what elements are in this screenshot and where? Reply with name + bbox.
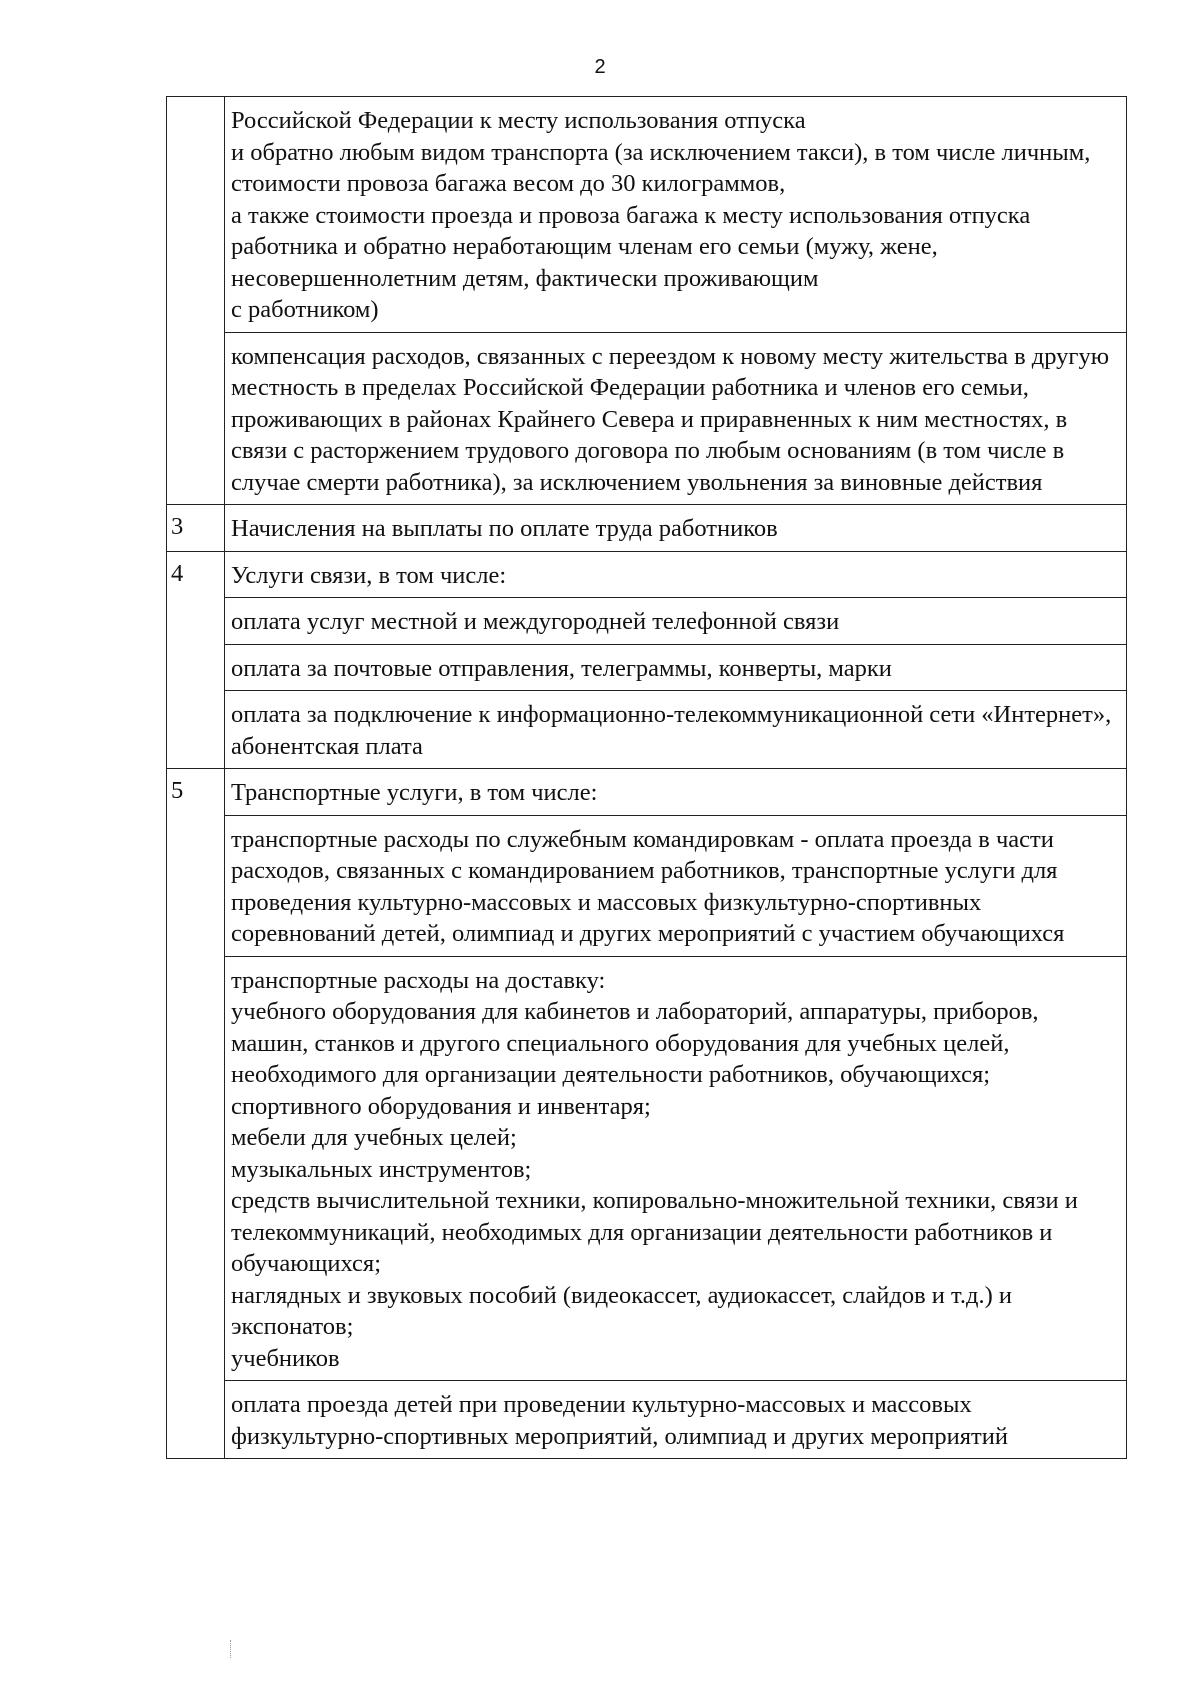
table-row <box>167 644 1127 691</box>
table-cell: оплата проезда детей при проведении культурно-массовых и массовых физкультурно-спортивных мероприятий, олимпиад и других мероприятий <box>225 1381 1127 1459</box>
table-cell: компенсация расходов, связанных с переездом к новому месту жительства в другую местность в пределах Российской Федерации работника и членов его семьи, проживающих в районах Крайнего Севера и приравненных к ним местностях, в связи с расторжением трудового договора по любым основаниям (в том числе в случае смерти работника), за исключением увольнения за виновные действия <box>225 332 1127 505</box>
row-number-cell: 4 <box>167 551 225 769</box>
table-row <box>167 815 1127 956</box>
table-row <box>167 332 1127 505</box>
table-row <box>167 598 1127 645</box>
scan-artifact-divider <box>230 1640 233 1658</box>
table-row <box>167 97 1127 333</box>
table-cell: оплата услуг местной и междугородней телефонной связи <box>225 598 1127 645</box>
table-row <box>167 1381 1127 1459</box>
row-number-cell <box>167 97 225 505</box>
page-number: 2 <box>594 56 606 78</box>
table-cell: Российской Федерации к месту использования отпуска и обратно любым видом транспорта (за исключением такси), в том числе личным, стоимости провоза багажа весом до 30 килограммов, а также стоимости проезда и провоза багажа к месту использования отпуска работника и обратно неработающим членам его семьи (мужу, жене, несовершеннолетним детям, фактически проживающим с работником) <box>225 97 1127 333</box>
table-row <box>167 551 1127 598</box>
table-cell: Начисления на выплаты по оплате труда работников <box>225 505 1127 552</box>
table-cell: оплата за почтовые отправления, телеграммы, конверты, марки <box>225 644 1127 691</box>
table-cell: Транспортные услуги, в том числе: <box>225 769 1127 816</box>
table-cell: Услуги связи, в том числе: <box>225 551 1127 598</box>
row-number-cell: 5 <box>167 769 225 1459</box>
row-number-cell: 3 <box>167 505 225 552</box>
expenses-table <box>166 96 1127 1459</box>
table-cell: транспортные расходы на доставку: учебного оборудования для кабинетов и лабораторий, аппаратуры, приборов, машин, станков и другого специального оборудования для учебных целей, необходимого для организации деятельности работников, обучающихся; спортивного оборудования и инвентаря; мебели для учебных целей; музыкальных инструментов; средств вычислительной техники, копировально-множительной техники, связи и телекоммуникаций, необходимых для организации деятельности работников и обучающихся; наглядных и звуковых пособий (видеокассет, аудиокассет, слайдов и т.д.) и экспонатов; учебников <box>225 956 1127 1381</box>
table-row <box>167 691 1127 769</box>
table-row <box>167 956 1127 1381</box>
table-row <box>167 769 1127 816</box>
table-row <box>167 505 1127 552</box>
table-cell: транспортные расходы по служебным командировкам - оплата проезда в части расходов, связанных с командированием работников, транспортные услуги для проведения культурно-массовых и массовых физкультурно-спортивных соревнований детей, олимпиад и других мероприятий с участием обучающихся <box>225 815 1127 956</box>
table-cell: оплата за подключение к информационно-телекоммуникационной сети «Интернет», абонентская плата <box>225 691 1127 769</box>
